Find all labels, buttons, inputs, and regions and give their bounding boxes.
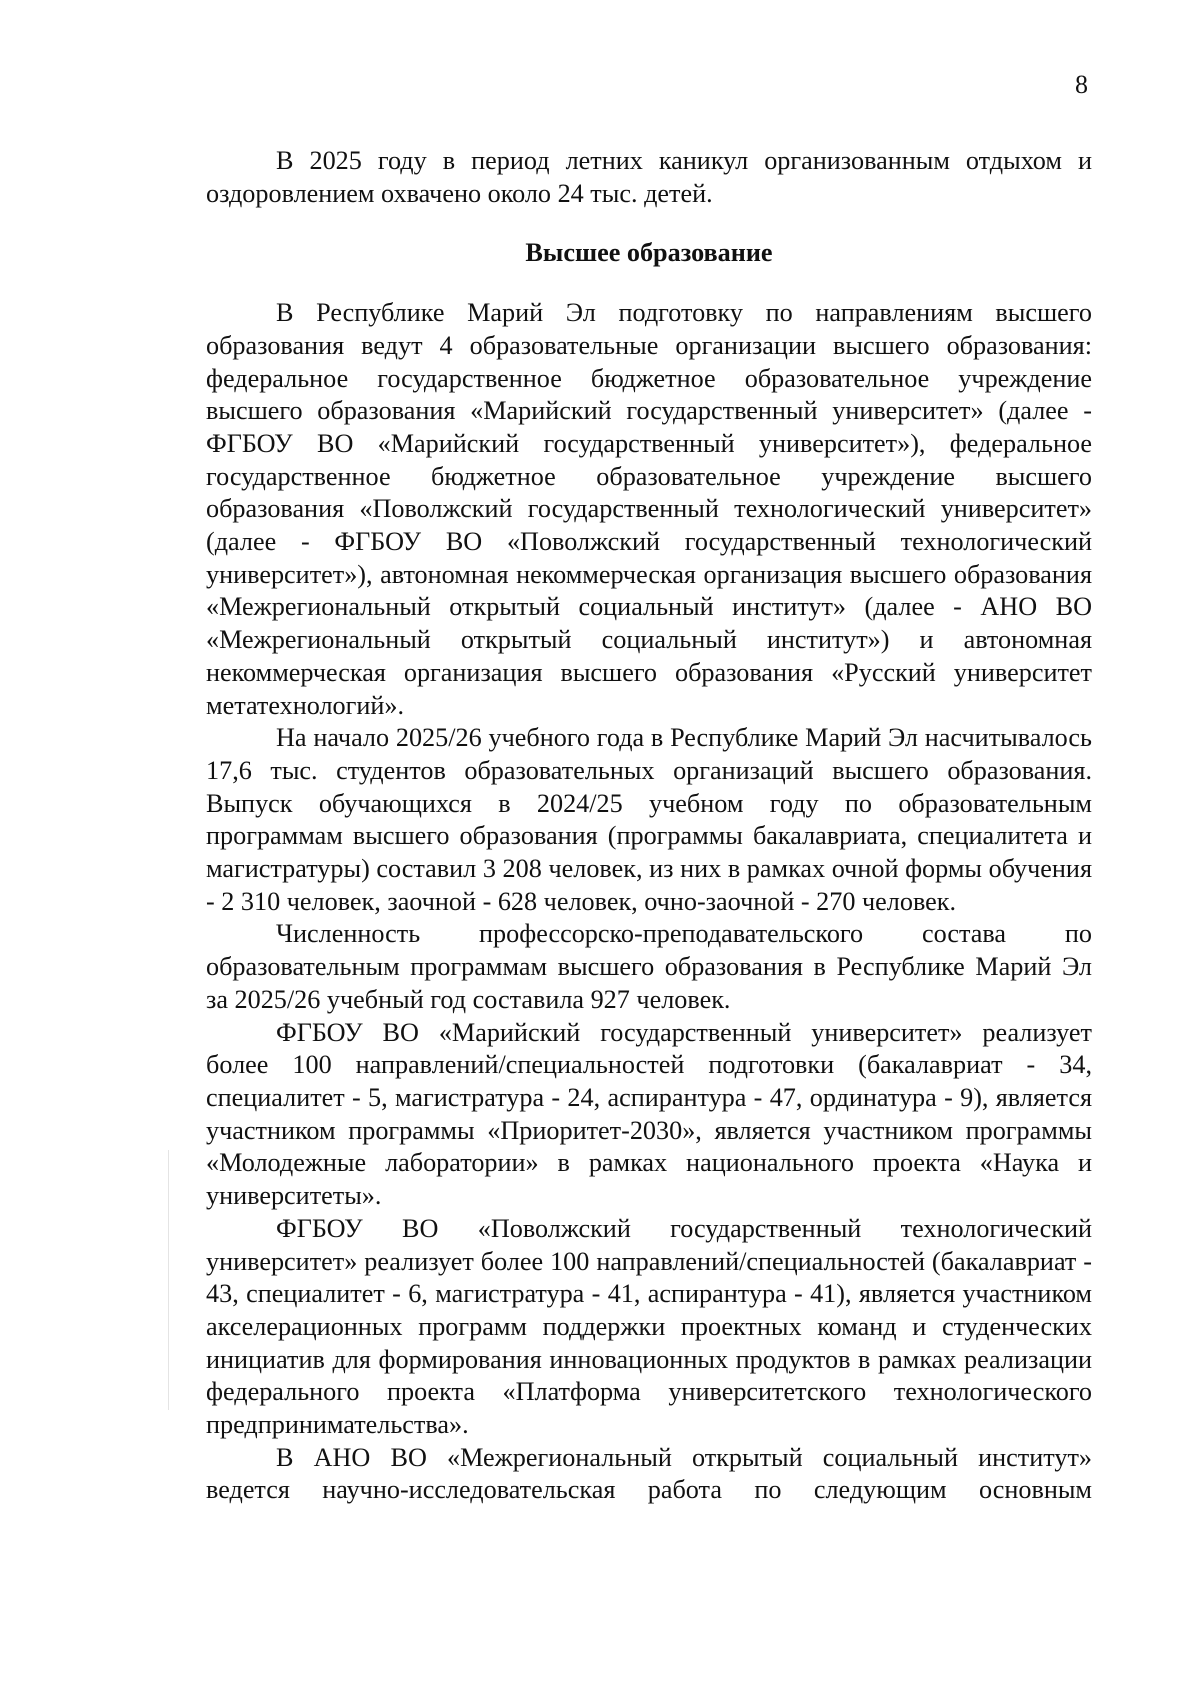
- paragraph-student-numbers: На начало 2025/26 учебного года в Республике Марий Эл насчитывалось 17,6 тыс. студентов образовательных организаций высшего образования. Выпуск обучающихся в 2024/25 учебном году по образовательным программам высшего образования (программы бакалавриата, специалитета и магистратуры) составил 3 208 человек, из них в рамках очной формы обучения - 2 310 человек, заочной - 628 человек, очно-заочной - 270 человек.: [206, 723, 1092, 916]
- paragraph-teaching-staff: Численность профессорско-преподавательского состава по образовательным программам высшего образования в Республике Марий Эл за 2025/26 учебный год составила 927 человек.: [206, 919, 1092, 1014]
- document-body: [206, 145, 1092, 1507]
- paragraph-moci-research: В АНО ВО «Межрегиональный открытый социальный институт» ведется научно-исследовательская работа по следующим основным: [206, 1442, 1092, 1505]
- intro-paragraph: В 2025 году в период летних каникул организованным отдыхом и оздоровлением охвачено около 24 тыс. детей.: [206, 146, 1092, 208]
- section-heading: Высшее образование: [525, 238, 773, 268]
- scan-edge-mark: [168, 1150, 169, 1410]
- page-number: 8: [1075, 70, 1088, 99]
- paragraph-volga-tech-university: ФГБОУ ВО «Поволжский государственный технологический университет» реализует более 100 направлений/специальностей (бакалавриат - 43, специалитет - 6, магистратура - 41, аспирантура - 41), является участником акселерационных программ поддержки проектных команд и студенческих инициатив для формирования инновационных продуктов в рамках реализации федерального проекта «Платформа университетского технологического предпринимательства».: [206, 1213, 1092, 1440]
- paragraph-universities-list: В Республике Марий Эл подготовку по направлениям высшего образования ведут 4 образовательные организации высшего образования: федеральное государственное бюджетное образовательное учреждение высшего образования «Марийский государственный университет» (далее - ФГБОУ ВО «Марийский государственный университет»), федеральное государственное бюджетное образовательное учреждение высшего образования «Поволжский государственный технологический университет» (далее - ФГБОУ ВО «Поволжский государственный технологический университет»), автономная некоммерческая организация высшего образования «Межрегиональный открытый социальный институт» (далее - АНО ВО «Межрегиональный открытый социальный институт») и автономная некоммерческая организация высшего образования «Русский университет метатехнологий».: [206, 298, 1092, 720]
- paragraph-mari-state-university: ФГБОУ ВО «Марийский государственный университет» реализует более 100 направлений/специальностей подготовки (бакалавриат - 34, специалитет - 5, магистратура - 24, аспирантура - 47, ординатура - 9), является участником программы «Приоритет-2030», является участником программы «Молодежные лаборатории» в рамках национального проекта «Наука и университеты».: [206, 1017, 1092, 1211]
